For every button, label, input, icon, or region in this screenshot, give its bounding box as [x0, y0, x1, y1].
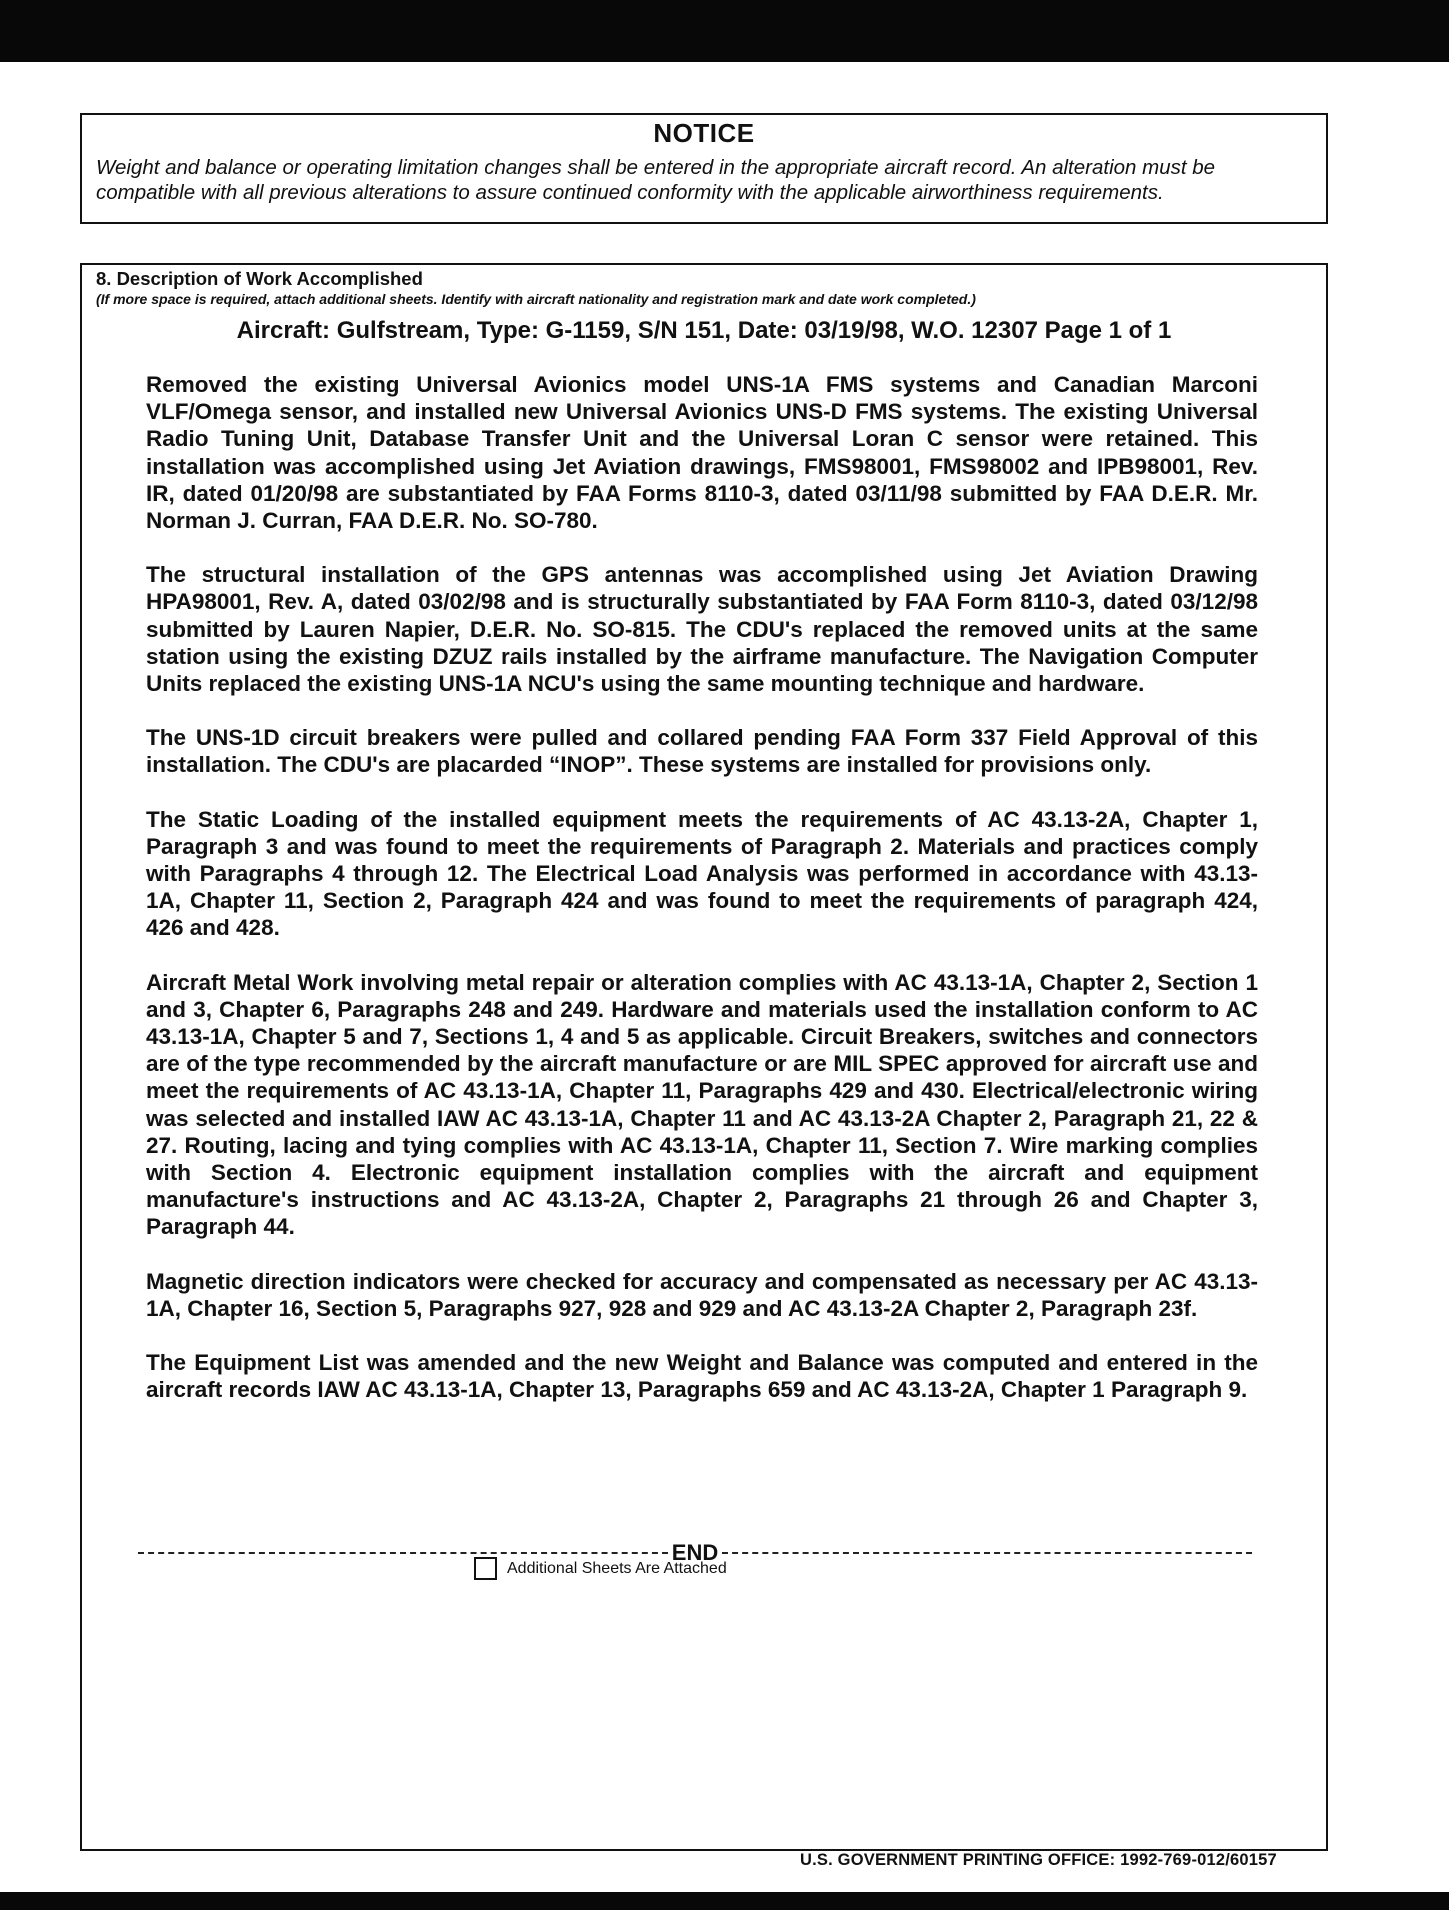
section-hint: (If more space is required, attach additional sheets. Identify with aircraft nationality and registration mark and date work completed.): [96, 291, 976, 307]
notice-title: NOTICE: [653, 118, 755, 148]
end-rule-left: [138, 1552, 668, 1554]
paragraph-static-loading: The Static Loading of the installed equipment meets the requirements of AC 43.13-2A, Chapter 1, Paragraph 3 and was found to meet the requirements of Paragraph 2. Materials and practices comply with Paragraphs 4 through 12. The Electrical Load Analysis was performed in accordance with 43.13-1A, Chapter 11, Section 2, Paragraph 424 and was found to meet the requirements of paragraph 424, 426 and 428.: [146, 806, 1258, 941]
scan-top-band: [0, 0, 1449, 62]
work-paragraphs: [146, 371, 1258, 1431]
paragraph-magnetic-direction: Magnetic direction indicators were checked for accuracy and compensated as necessary per AC 43.13-1A, Chapter 16, Section 5, Paragraphs 927, 928 and 929 and AC 43.13-2A Chapter 2, Paragraph 23f.: [146, 1268, 1258, 1321]
paragraph-gps-antennas: The structural installation of the GPS antennas was accomplished using Jet Aviation Drawing HPA98001, Rev. A, dated 03/02/98 and is structurally substantiated by FAA Form 8110-3, dated 03/12/98 submitted by Lauren Napier, D.E.R. No. SO-815. The CDU's replaced the removed units at the same station using the existing DZUZ rails installed by the airframe manufacture. The Navigation Computer Units replaced the existing UNS-1A NCU's using the same mounting technique and hardware.: [146, 562, 1258, 697]
paragraph-metal-work: Aircraft Metal Work involving metal repair or alteration complies with AC 43.13-1A, Chapter 2, Section 1 and 3, Chapter 6, Paragraphs 248 and 249. Hardware and materials used the installation conform to AC 43.13-1A, Chapter 5 and 7, Sections 1, 4 and 5 as applicable. Circuit Breakers, switches and connectors are of the type recommended by the aircraft manufacture or are MIL SPEC approved for aircraft use and meet the requirements of AC 43.13-1A, Chapter 11, Paragraphs 429 and 430. Electrical/electronic wiring was selected and installed IAW AC 43.13-1A, Chapter 11 and AC 43.13-2A Chapter 2, Paragraph 21, 22 & 27. Routing, lacing and tying complies with AC 43.13-1A, Chapter 11, Section 7. Wire marking complies with Section 4. Electronic equipment installation complies with the aircraft and equipment manufacture's instructions and AC 43.13-2A, Chapter 2, Paragraphs 21 through 26 and Chapter 3, Paragraph 44.: [146, 969, 1258, 1240]
additional-sheets-label: Additional Sheets Are Attached: [507, 1559, 727, 1577]
aircraft-line: Aircraft: Gulfstream, Type: G-1159, S/N 151, Date: 03/19/98, W.O. 12307 Page 1 of 1: [236, 317, 1172, 344]
additional-sheets-checkbox[interactable]: [474, 1557, 497, 1580]
work-description-box: [80, 263, 1328, 1851]
printing-office-footer: U.S. GOVERNMENT PRINTING OFFICE: 1992-769-012/60157: [800, 1851, 1277, 1869]
paragraph-circuit-breakers: The UNS-1D circuit breakers were pulled and collared pending FAA Form 337 Field Approval of this installation. The CDU's are placarded “INOP”. These systems are installed for provisions only.: [146, 725, 1258, 778]
notice-box: [80, 113, 1328, 224]
end-rule-right: [722, 1552, 1252, 1554]
paragraph-fms-installation: Removed the existing Universal Avionics model UNS-1A FMS systems and Canadian Marconi VLF/Omega sensor, and installed new Universal Avionics UNS-D FMS systems. The existing Universal Radio Tuning Unit, Database Transfer Unit and the Universal Loran C sensor were retained. This installation was accomplished using Jet Aviation drawings, FMS98001, FMS98002 and IPB98001, Rev. IR, dated 01/20/98 are substantiated by FAA Forms 8110-3, dated 03/11/98 submitted by FAA D.E.R. Mr. Norman J. Curran, FAA D.E.R. No. SO-780.: [146, 372, 1258, 534]
additional-sheets-row: [474, 1557, 727, 1580]
paragraph-equipment-list: The Equipment List was amended and the new Weight and Balance was computed and entered in the aircraft records IAW AC 43.13-1A, Chapter 13, Paragraphs 659 and AC 43.13-2A, Chapter 1 Paragraph 9.: [146, 1350, 1258, 1403]
end-text: END: [671, 1540, 719, 1565]
scan-bottom-band: [0, 1892, 1449, 1910]
notice-text: Weight and balance or operating limitation changes shall be entered in the appropriate aircraft record. An alteration must be compatible with all previous alterations to assure continued conformity with the applicable airworthiness requirements.: [96, 156, 1216, 204]
section-label: 8. Description of Work Accomplished: [96, 268, 423, 289]
